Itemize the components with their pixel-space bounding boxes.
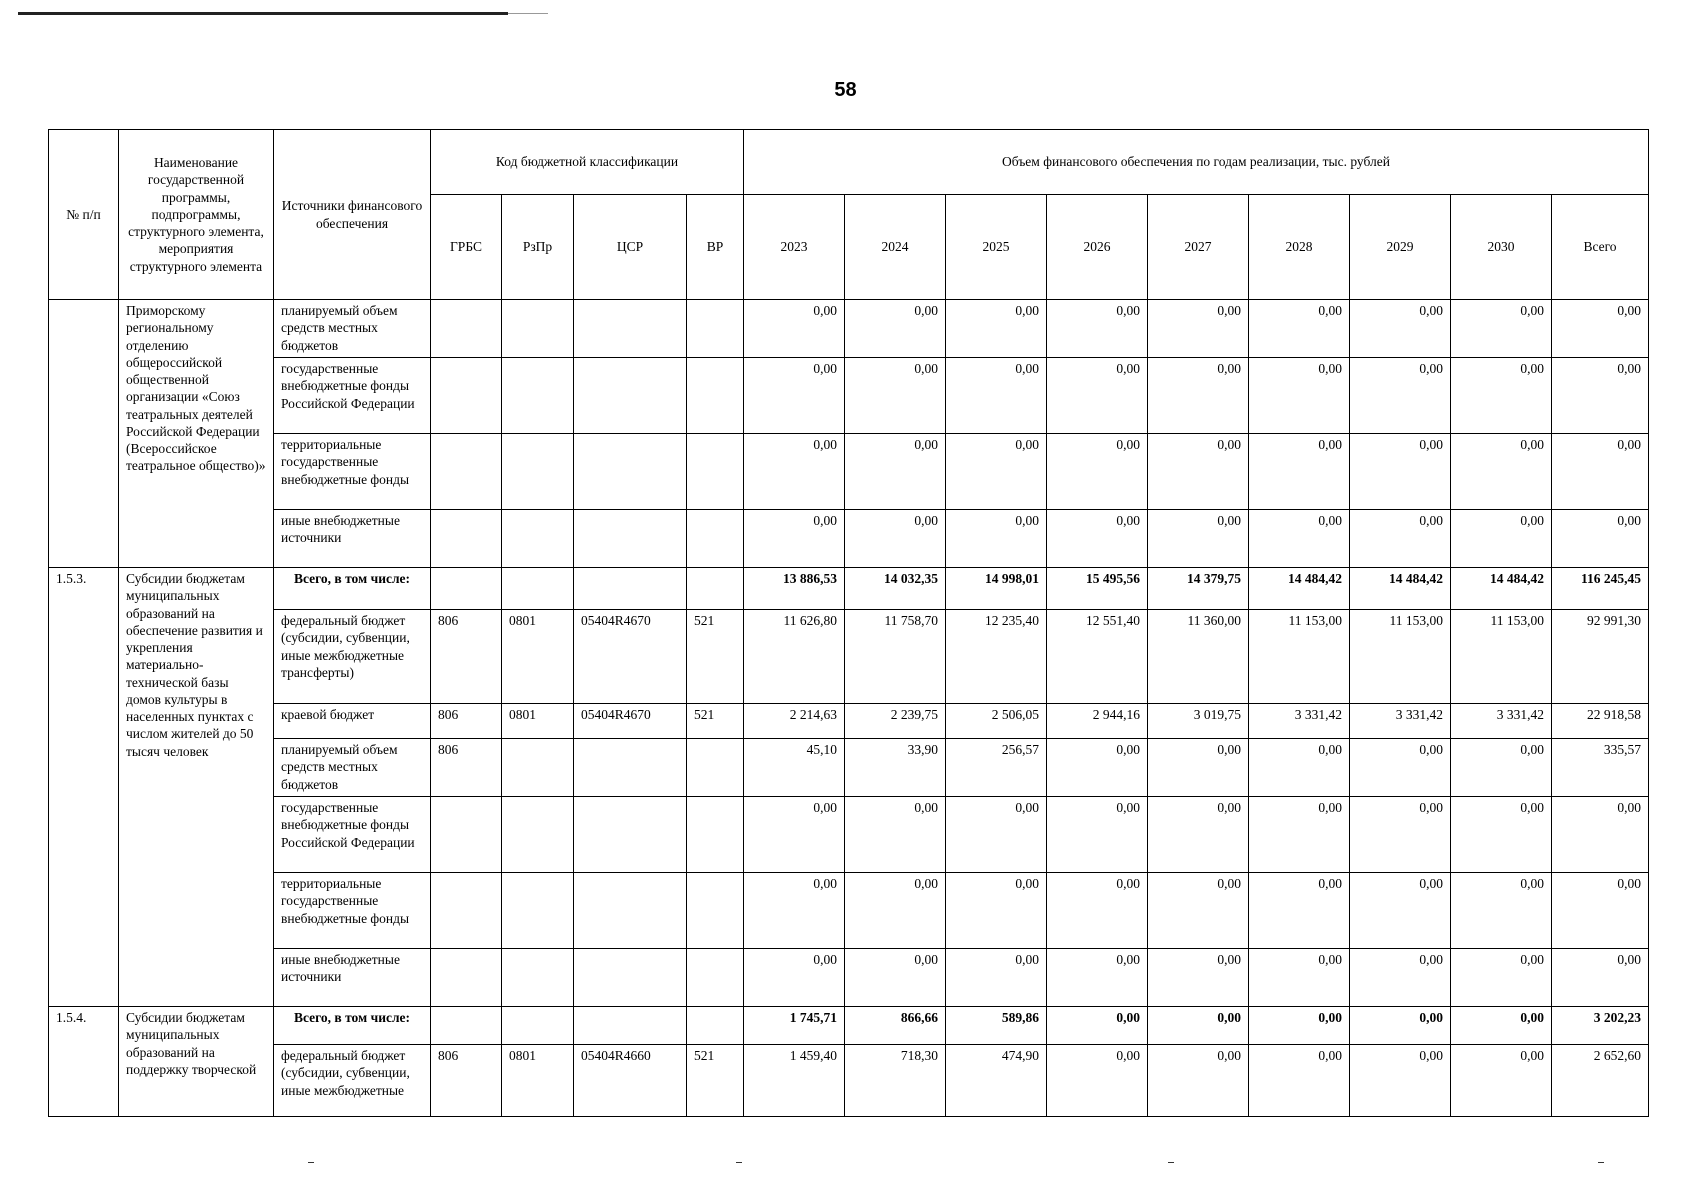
vr-code: 521: [687, 1045, 744, 1117]
amount-year: 589,86: [946, 1007, 1047, 1045]
funding-source: Всего, в том числе:: [274, 1007, 431, 1045]
grbs-code: [431, 510, 502, 568]
funding-source: территориальные государственные внебюджетные фонды: [274, 434, 431, 510]
rzpr-code: [502, 739, 574, 797]
amount-year: 0,00: [1451, 510, 1552, 568]
amount-year: 0,00: [1350, 510, 1451, 568]
amount-year: 3 019,75: [1148, 704, 1249, 739]
amount-year: 0,00: [1451, 1045, 1552, 1117]
grbs-code: 806: [431, 739, 502, 797]
amount-year: 0,00: [845, 510, 946, 568]
grbs-code: [431, 949, 502, 1007]
col-header-year: 2030: [1451, 195, 1552, 300]
grbs-code: [431, 568, 502, 610]
vr-code: [687, 510, 744, 568]
amount-year: 256,57: [946, 739, 1047, 797]
rzpr-code: [502, 949, 574, 1007]
amount-year: 0,00: [1249, 300, 1350, 358]
amount-year: 1 459,40: [744, 1045, 845, 1117]
amount-year: 0,00: [1451, 1007, 1552, 1045]
amount-year: 0,00: [946, 300, 1047, 358]
footer-mark: [1598, 1162, 1604, 1163]
amount-total: 92 991,30: [1552, 610, 1649, 704]
amount-year: 15 495,56: [1047, 568, 1148, 610]
col-header-budget-code: Код бюджетной классификации: [431, 130, 744, 195]
amount-year: 2 944,16: [1047, 704, 1148, 739]
amount-year: 1 745,71: [744, 1007, 845, 1045]
amount-year: 0,00: [1249, 358, 1350, 434]
amount-year: 0,00: [1148, 358, 1249, 434]
amount-year: 0,00: [744, 873, 845, 949]
amount-year: 0,00: [946, 797, 1047, 873]
amount-year: 0,00: [1148, 873, 1249, 949]
scan-edge-line-faint: [508, 13, 548, 14]
rzpr-code: [502, 510, 574, 568]
amount-year: 474,90: [946, 1045, 1047, 1117]
amount-year: 14 032,35: [845, 568, 946, 610]
col-header-grbs: ГРБС: [431, 195, 502, 300]
col-header-year: 2024: [845, 195, 946, 300]
amount-year: 0,00: [1451, 873, 1552, 949]
table-body: [49, 300, 1649, 1117]
amount-year: 0,00: [1047, 797, 1148, 873]
rzpr-code: [502, 434, 574, 510]
amount-year: 0,00: [1047, 300, 1148, 358]
amount-total: 22 918,58: [1552, 704, 1649, 739]
amount-year: 0,00: [845, 300, 946, 358]
amount-year: 0,00: [946, 873, 1047, 949]
amount-year: 0,00: [744, 949, 845, 1007]
vr-code: [687, 434, 744, 510]
amount-year: 0,00: [946, 510, 1047, 568]
amount-year: 0,00: [1451, 949, 1552, 1007]
funding-source: краевой бюджет: [274, 704, 431, 739]
rzpr-code: 0801: [502, 610, 574, 704]
amount-year: 0,00: [744, 358, 845, 434]
funding-source: планируемый объем средств местных бюджетов: [274, 300, 431, 358]
csr-code: [574, 510, 687, 568]
amount-year: 0,00: [1047, 739, 1148, 797]
amount-year: 0,00: [845, 873, 946, 949]
amount-year: 0,00: [1249, 1045, 1350, 1117]
rzpr-code: [502, 873, 574, 949]
amount-year: 718,30: [845, 1045, 946, 1117]
table-row: [49, 358, 1649, 434]
amount-year: 14 379,75: [1148, 568, 1249, 610]
amount-year: 0,00: [1148, 949, 1249, 1007]
amount-year: 0,00: [845, 434, 946, 510]
amount-year: 0,00: [1249, 797, 1350, 873]
funding-source: государственные внебюджетные фонды Российской Федерации: [274, 797, 431, 873]
rzpr-code: [502, 797, 574, 873]
amount-year: 0,00: [1350, 1007, 1451, 1045]
vr-code: 521: [687, 610, 744, 704]
funding-source: иные внебюджетные источники: [274, 949, 431, 1007]
col-header-year: 2029: [1350, 195, 1451, 300]
table-row: [49, 704, 1649, 739]
amount-year: 0,00: [946, 358, 1047, 434]
amount-year: 0,00: [946, 434, 1047, 510]
amount-year: 0,00: [1148, 1007, 1249, 1045]
csr-code: [574, 797, 687, 873]
grbs-code: [431, 1007, 502, 1045]
funding-source: федеральный бюджет (субсидии, субвенции, иные межбюджетные трансферты): [274, 610, 431, 704]
funding-source: федеральный бюджет (субсидии, субвенции, иные межбюджетные: [274, 1045, 431, 1117]
program-name: Субсидии бюджетам муниципальных образований на обеспечение развития и укрепления материально-технической базы домов культуры в населенных пунктах с числом жителей до 50 тысяч человек: [119, 568, 274, 1007]
amount-year: 0,00: [1148, 797, 1249, 873]
rzpr-code: 0801: [502, 704, 574, 739]
col-header-name: Наименование государственной программы, подпрограммы, структурного элемента, мероприятия структурного элемента: [119, 130, 274, 300]
amount-total: 0,00: [1552, 510, 1649, 568]
program-name: Приморскому региональному отделению общероссийской общественной организации «Союз театральных деятелей Российской Федерации (Всероссийское театральное общество)»: [119, 300, 274, 568]
grbs-code: [431, 434, 502, 510]
amount-total: 335,57: [1552, 739, 1649, 797]
col-header-year: 2023: [744, 195, 845, 300]
rzpr-code: [502, 568, 574, 610]
amount-year: 0,00: [1047, 434, 1148, 510]
amount-year: 0,00: [1350, 1045, 1451, 1117]
header-row-1: [49, 130, 1649, 195]
grbs-code: 806: [431, 1045, 502, 1117]
amount-year: 0,00: [1148, 1045, 1249, 1117]
funding-source: территориальные государственные внебюджетные фонды: [274, 873, 431, 949]
csr-code: [574, 873, 687, 949]
funding-source: планируемый объем средств местных бюджетов: [274, 739, 431, 797]
vr-code: [687, 358, 744, 434]
amount-year: 0,00: [1047, 1045, 1148, 1117]
vr-code: [687, 949, 744, 1007]
amount-year: 3 331,42: [1249, 704, 1350, 739]
amount-year: 3 331,42: [1350, 704, 1451, 739]
amount-year: 11 360,00: [1148, 610, 1249, 704]
amount-year: 11 153,00: [1451, 610, 1552, 704]
amount-year: 2 506,05: [946, 704, 1047, 739]
budget-table: [48, 129, 1649, 1117]
grbs-code: [431, 873, 502, 949]
csr-code: [574, 434, 687, 510]
csr-code: 05404R4670: [574, 610, 687, 704]
amount-year: 11 626,80: [744, 610, 845, 704]
program-name: Субсидии бюджетам муниципальных образований на поддержку творческой: [119, 1007, 274, 1117]
amount-year: 0,00: [1249, 434, 1350, 510]
amount-year: 0,00: [1249, 873, 1350, 949]
row-number: 1.5.3.: [49, 568, 119, 1007]
amount-year: 11 153,00: [1249, 610, 1350, 704]
amount-year: 14 998,01: [946, 568, 1047, 610]
csr-code: 05404R4660: [574, 1045, 687, 1117]
amount-total: 0,00: [1552, 797, 1649, 873]
rzpr-code: [502, 358, 574, 434]
amount-year: 0,00: [1249, 510, 1350, 568]
col-header-year: 2026: [1047, 195, 1148, 300]
csr-code: 05404R4670: [574, 704, 687, 739]
amount-year: 11 153,00: [1350, 610, 1451, 704]
footer-mark: [308, 1162, 314, 1163]
col-header-vr: ВР: [687, 195, 744, 300]
amount-year: 11 758,70: [845, 610, 946, 704]
amount-year: 12 235,40: [946, 610, 1047, 704]
vr-code: [687, 1007, 744, 1045]
funding-source: государственные внебюджетные фонды Российской Федерации: [274, 358, 431, 434]
amount-total: 0,00: [1552, 358, 1649, 434]
rzpr-code: [502, 1007, 574, 1045]
table-row: [49, 568, 1649, 610]
amount-year: 0,00: [1350, 797, 1451, 873]
footer-mark: [1168, 1162, 1174, 1163]
footer-mark: [736, 1162, 742, 1163]
amount-year: 0,00: [1350, 358, 1451, 434]
amount-total: 0,00: [1552, 300, 1649, 358]
vr-code: 521: [687, 704, 744, 739]
col-header-year: 2027: [1148, 195, 1249, 300]
amount-year: 0,00: [946, 949, 1047, 1007]
col-header-year: 2025: [946, 195, 1047, 300]
table-row: [49, 434, 1649, 510]
amount-year: 0,00: [1451, 797, 1552, 873]
grbs-code: [431, 358, 502, 434]
rzpr-code: 0801: [502, 1045, 574, 1117]
col-header-total: Всего: [1552, 195, 1649, 300]
amount-year: 0,00: [1148, 300, 1249, 358]
amount-year: 0,00: [744, 510, 845, 568]
col-header-num: № п/п: [49, 130, 119, 300]
funding-source: иные внебюджетные источники: [274, 510, 431, 568]
grbs-code: [431, 797, 502, 873]
amount-year: 14 484,42: [1451, 568, 1552, 610]
table-row: [49, 1045, 1649, 1117]
csr-code: [574, 358, 687, 434]
amount-year: 0,00: [1350, 739, 1451, 797]
row-number: 1.5.4.: [49, 1007, 119, 1117]
amount-total: 3 202,23: [1552, 1007, 1649, 1045]
amount-year: 33,90: [845, 739, 946, 797]
amount-year: 866,66: [845, 1007, 946, 1045]
amount-year: 0,00: [1350, 300, 1451, 358]
amount-year: 0,00: [1249, 739, 1350, 797]
amount-year: 0,00: [1350, 434, 1451, 510]
scan-edge-line: [18, 12, 508, 15]
table-row: [49, 1007, 1649, 1045]
amount-total: 0,00: [1552, 434, 1649, 510]
vr-code: [687, 568, 744, 610]
amount-total: 0,00: [1552, 873, 1649, 949]
amount-year: 0,00: [1350, 949, 1451, 1007]
col-header-volume: Объем финансового обеспечения по годам реализации, тыс. рублей: [744, 130, 1649, 195]
amount-year: 3 331,42: [1451, 704, 1552, 739]
amount-year: 0,00: [845, 797, 946, 873]
amount-year: 45,10: [744, 739, 845, 797]
amount-year: 0,00: [1047, 873, 1148, 949]
row-number: [49, 300, 119, 568]
grbs-code: [431, 300, 502, 358]
vr-code: [687, 797, 744, 873]
amount-year: 0,00: [1451, 300, 1552, 358]
csr-code: [574, 568, 687, 610]
grbs-code: 806: [431, 704, 502, 739]
table-row: [49, 739, 1649, 797]
amount-year: 0,00: [1148, 739, 1249, 797]
vr-code: [687, 300, 744, 358]
amount-year: 0,00: [845, 949, 946, 1007]
csr-code: [574, 949, 687, 1007]
amount-year: 2 214,63: [744, 704, 845, 739]
table-row: [49, 300, 1649, 358]
amount-year: 0,00: [1451, 434, 1552, 510]
table-row: [49, 610, 1649, 704]
table-row: [49, 949, 1649, 1007]
amount-year: 0,00: [1350, 873, 1451, 949]
amount-total: 116 245,45: [1552, 568, 1649, 610]
amount-year: 0,00: [1451, 358, 1552, 434]
vr-code: [687, 739, 744, 797]
csr-code: [574, 739, 687, 797]
amount-year: 12 551,40: [1047, 610, 1148, 704]
funding-source: Всего, в том числе:: [274, 568, 431, 610]
amount-year: 0,00: [845, 358, 946, 434]
csr-code: [574, 300, 687, 358]
col-header-rzpr: РзПр: [502, 195, 574, 300]
table-row: [49, 510, 1649, 568]
col-header-sources: Источники финансового обеспечения: [274, 130, 431, 300]
col-header-year: 2028: [1249, 195, 1350, 300]
grbs-code: 806: [431, 610, 502, 704]
col-header-csr: ЦСР: [574, 195, 687, 300]
table-row: [49, 797, 1649, 873]
vr-code: [687, 873, 744, 949]
csr-code: [574, 1007, 687, 1045]
table-row: [49, 873, 1649, 949]
amount-year: 0,00: [744, 434, 845, 510]
amount-year: 0,00: [1451, 739, 1552, 797]
amount-year: 0,00: [1047, 510, 1148, 568]
amount-year: 0,00: [1047, 1007, 1148, 1045]
amount-year: 0,00: [1148, 510, 1249, 568]
amount-year: 0,00: [1047, 949, 1148, 1007]
amount-year: 13 886,53: [744, 568, 845, 610]
amount-total: 0,00: [1552, 949, 1649, 1007]
amount-year: 0,00: [1148, 434, 1249, 510]
amount-year: 14 484,42: [1249, 568, 1350, 610]
amount-year: 0,00: [744, 797, 845, 873]
amount-year: 2 239,75: [845, 704, 946, 739]
amount-year: 14 484,42: [1350, 568, 1451, 610]
page-number: 58: [834, 79, 857, 101]
amount-year: 0,00: [744, 300, 845, 358]
amount-year: 0,00: [1249, 1007, 1350, 1045]
amount-year: 0,00: [1249, 949, 1350, 1007]
rzpr-code: [502, 300, 574, 358]
amount-total: 2 652,60: [1552, 1045, 1649, 1117]
amount-year: 0,00: [1047, 358, 1148, 434]
